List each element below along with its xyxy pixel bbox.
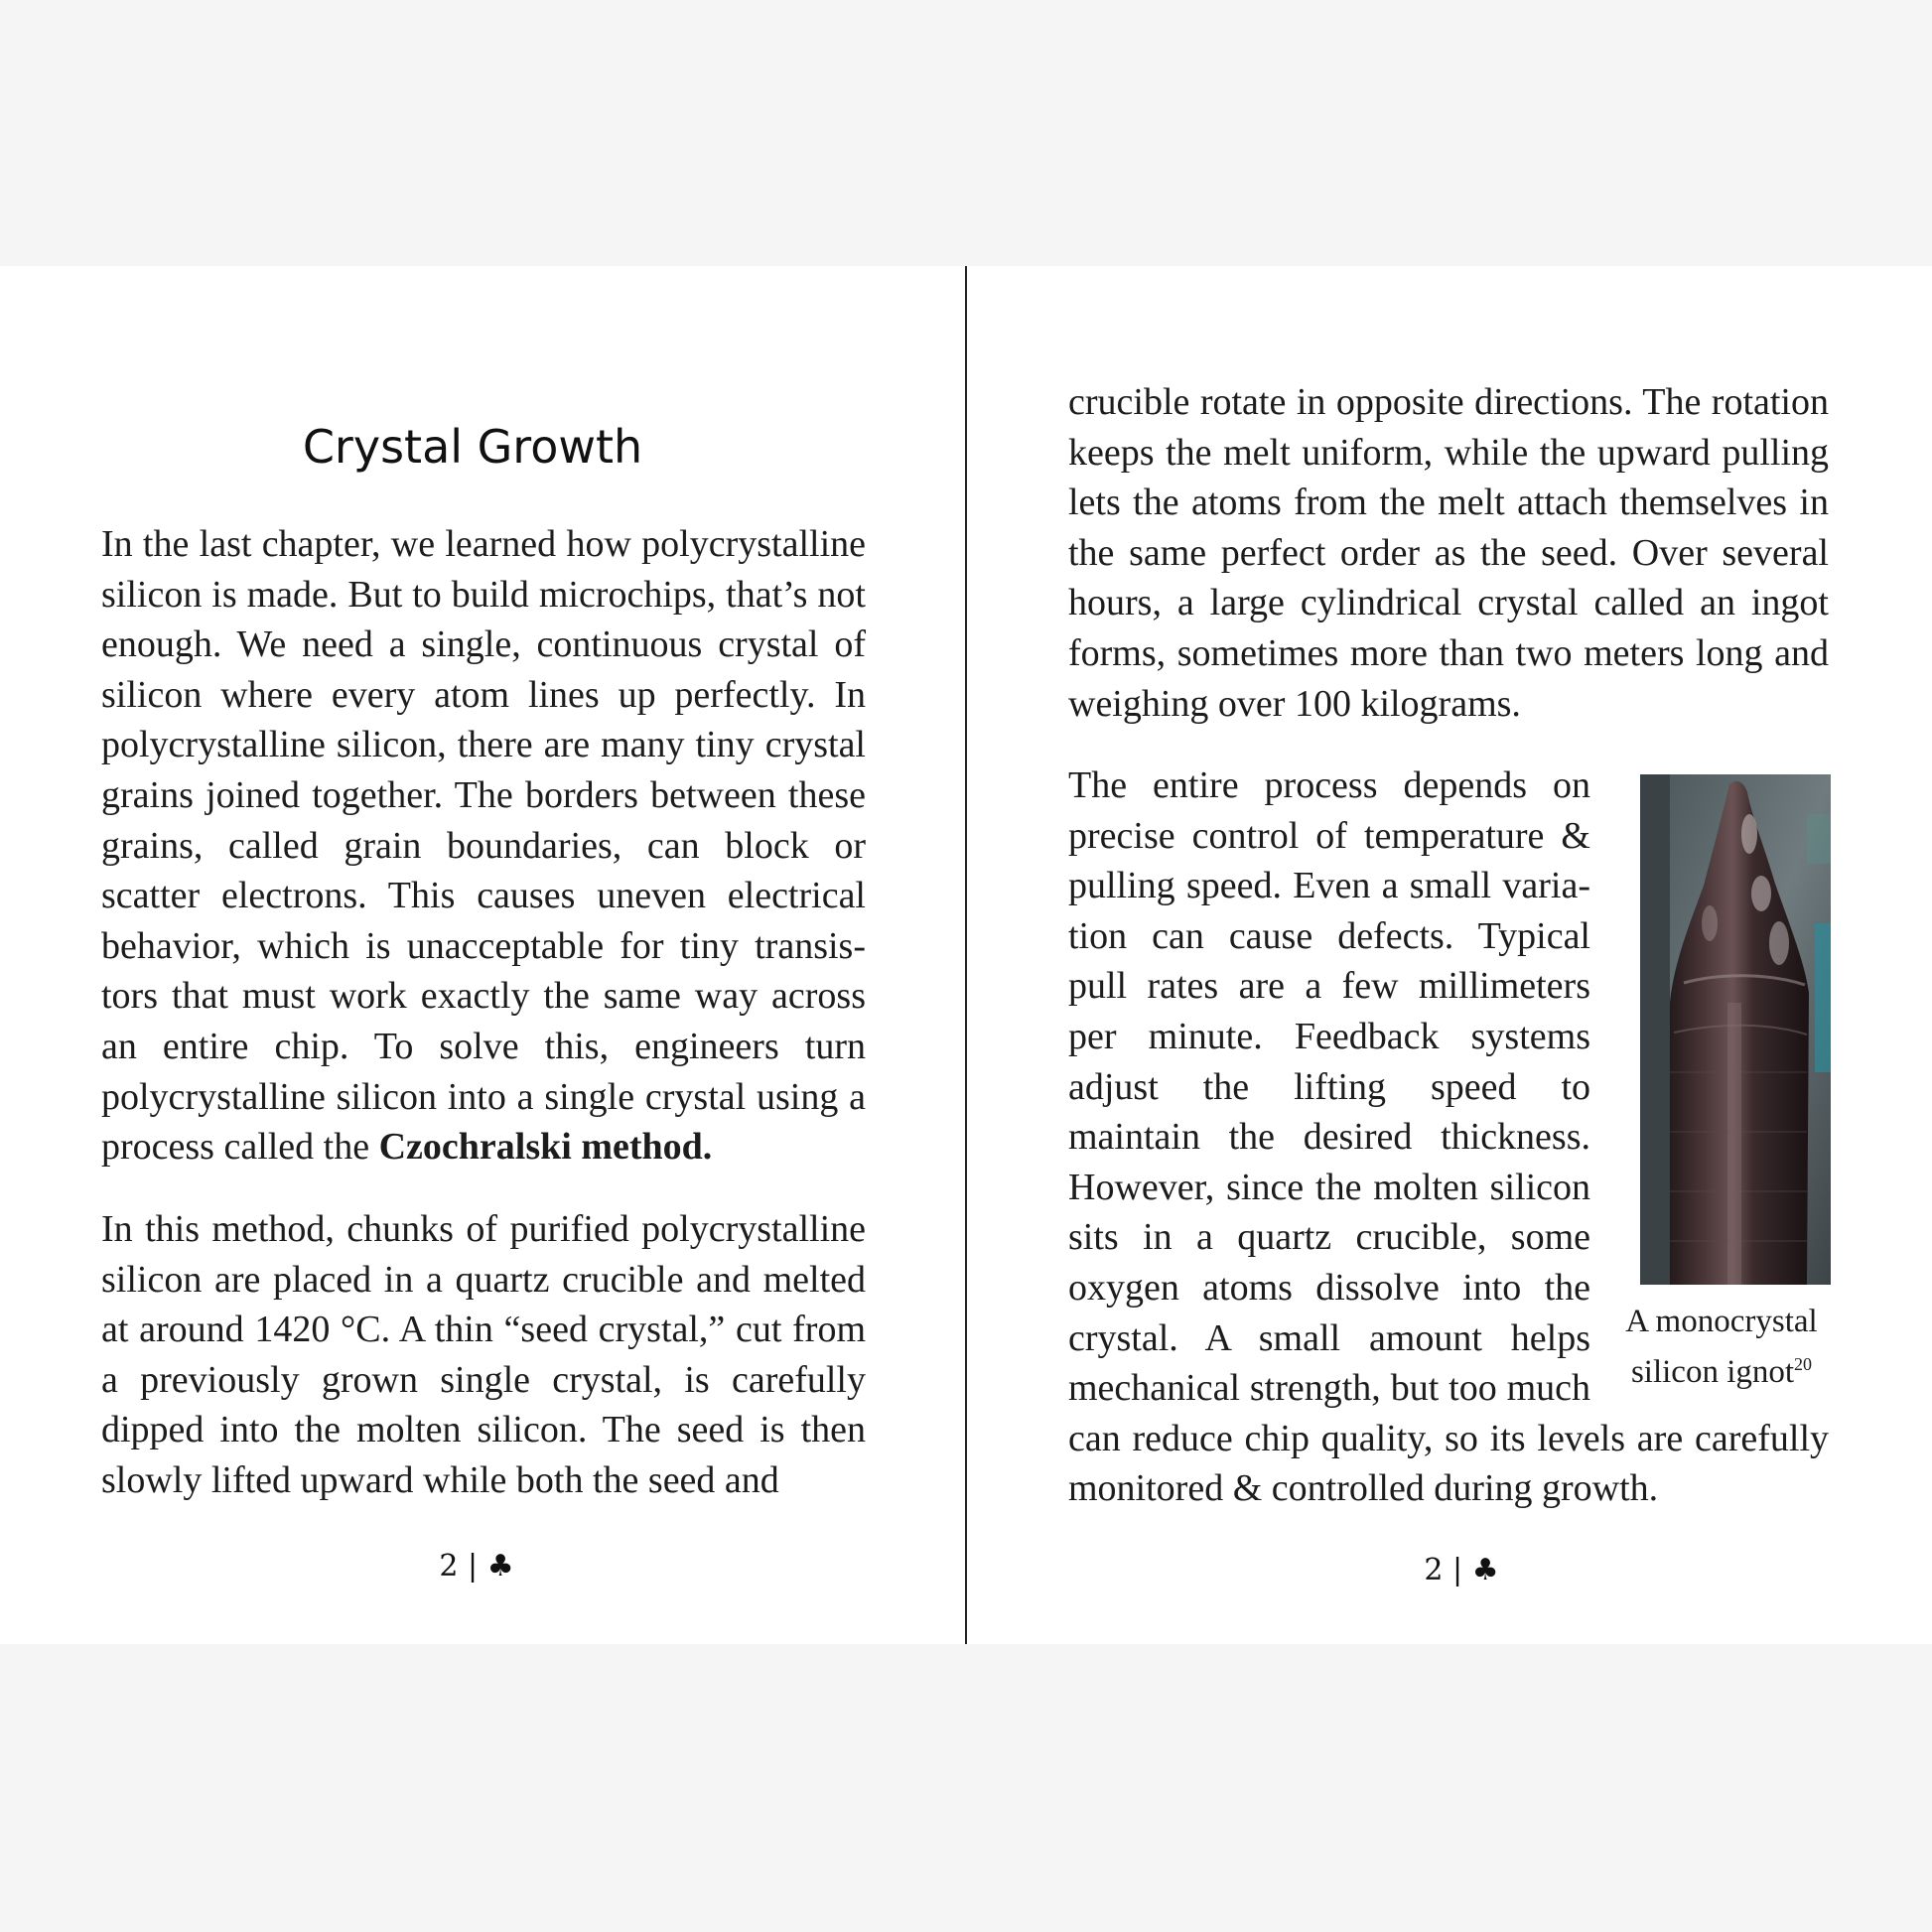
silicon-ingot-image	[1640, 774, 1831, 1285]
page-gutter-divider	[965, 266, 967, 1644]
figure-caption-text: A monocrystal silicon ignot	[1625, 1304, 1818, 1390]
right-paragraph-1: crucible rotate in opposite directions. The rotation keeps the melt uniform, while the upward pulling lets the atoms from the melt attach themselves in the same perfect order as the seed. Over several hours, a large cylindrical crystal called an ingot forms, sometimes more than two meters long and weighing over 100 kilograms.	[1068, 381, 1829, 725]
right-paragraph-2-block	[1068, 760, 1829, 1514]
left-paragraph-1	[101, 519, 866, 1173]
footnote-marker: 20	[1794, 1354, 1813, 1374]
left-paragraph-1-text: In the last chapter, we learned how polycrystalline silicon is made. But to build microchips, that’s not enough. We need a single, continuous crystal of silicon where every atom lines up perfectly. In polycrystalline silicon, there are many tiny crystal grains joined together. The borders between these grains, called grain boundaries, can block or scatter electrons. This causes uneven electrical behavior, which is unacceptable for tiny transistors that must work exactly the same way across an entire chip. To solve this, engineers turn polycrystalline silicon into a single crystal using a process called the	[101, 523, 866, 1169]
czochralski-method-term: Czochralski method.	[378, 1126, 713, 1169]
left-page	[0, 266, 965, 1644]
club-icon: ♣	[486, 1549, 514, 1584]
right-page-number-value: 2	[1424, 1553, 1444, 1587]
left-page-number	[417, 1549, 536, 1584]
page-separator: |	[468, 1549, 479, 1584]
left-page-number-value: 2	[439, 1549, 459, 1584]
figure-caption	[1612, 1301, 1831, 1394]
ingot-figure	[1612, 774, 1831, 1394]
left-paragraph-2: In this method, chunks of purified polycrystalline silicon are placed in a quartz crucible and melted at around 1420 °C. A thin “seed crystal,” cut from a previously grown single crystal, is carefully dipped into the molten silicon. The seed is then slowly lifted upward while both the seed and	[101, 1208, 866, 1501]
right-page-number	[1402, 1553, 1521, 1587]
right-paragraph-2: The entire process depends on precise control of temperature & pulling speed. Even a small variation can cause defects. Typical pull rates are a few millimeters per minute. Feedback systems adjust the lifting speed to maintain the desired thickness. However, since the molten silicon sits in a quartz crucible, some oxygen atoms dissolve into the crystal. A small amount helps mechanical strength, but too much can reduce chip quality, so its levels are carefully monitored & controlled during growth.	[1068, 764, 1829, 1510]
right-page	[967, 266, 1932, 1644]
page-separator: |	[1452, 1553, 1463, 1587]
club-icon: ♣	[1471, 1553, 1499, 1587]
chapter-title: Crystal Growth	[302, 420, 643, 474]
